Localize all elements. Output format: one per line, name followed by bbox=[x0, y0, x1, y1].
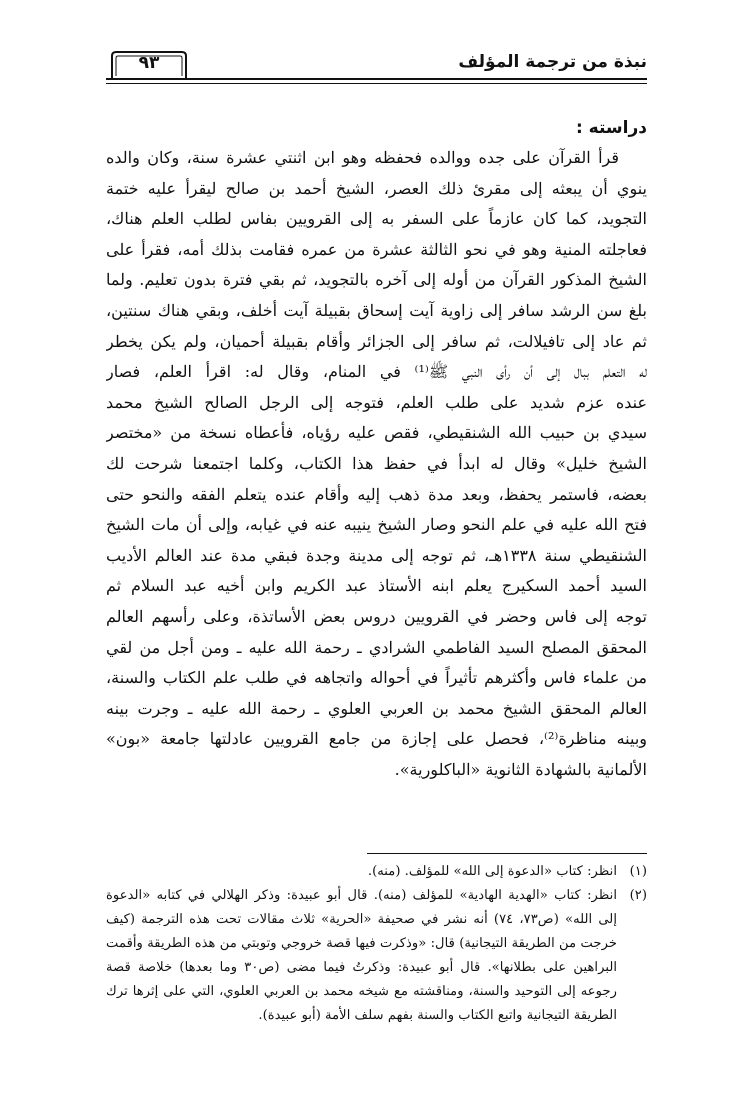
body-line: له التعلم ببال إلى أن رأى النبي ﷺ⁽¹⁾ في المنام، وقال له: اقرأ العلم، فصار bbox=[106, 362, 647, 382]
footnote-2 bbox=[106, 884, 647, 908]
body-line: سيدي بن حبيب الله الشنقيطي، فقص عليه رؤياه، فأعطاه نسخة من «مختصر bbox=[106, 423, 647, 443]
footnote-text: انظر: كتاب «الهدية الهادية» للمؤلف (منه). قال أبو عبيدة: وذكر الهلالي في كتابه «الدعوة bbox=[106, 888, 617, 903]
body-line: الألمانية بالشهادة الثانوية «الباكلورية». bbox=[394, 759, 647, 779]
header-rule bbox=[106, 78, 647, 80]
section-heading: دراسته : bbox=[575, 118, 647, 138]
footnote-2-line: رجوعه إلى التوحيد والسنة، ومناقشته مع شيخه محمد بن العربي العلوي، التي على إثرها ترك bbox=[106, 984, 617, 999]
footnote-2-line: إلى الله» (ص٧٣، ٧٤) أنه نشر في صحيفة «الحرية» ثلاث مقالات تحت هذه الترجمة (كيف bbox=[106, 912, 617, 927]
footnotes bbox=[106, 860, 647, 1028]
body-line: توجه إلى فاس وحضر في القرويين دروس بعض الأساتذة، وعلى رأسهم العالم bbox=[106, 606, 647, 626]
body-line: العالم المحقق الشيخ محمد بن العربي العلوي ـ رحمة الله عليه ـ وجرت بينه bbox=[106, 698, 647, 718]
footnote-2-line: البراهين على بطلانها». قال أبو عبيدة: وذكرتُ فيما مضى (ص٣٠ وما بعدها) خلاصة قصة bbox=[106, 960, 618, 975]
body-line: من علماء فاس وأكثرهم تأثيراً في أحواله واتجاهه في طلب علم الكتاب والسنة، bbox=[106, 668, 647, 688]
header-rule-thin bbox=[106, 83, 647, 84]
body-line: عنده عزم شديد على طلب العلم، فتوجه إلى الرجل الصالح الشيخ محمد bbox=[106, 392, 647, 412]
body-line: الشنقيطي سنة ١٣٣٨هـ، ثم توجه إلى مدينة وجدة فبقي مدة عند العالم الأديب bbox=[106, 545, 647, 565]
body-line: ثم عاد إلى تافيلالت، ثم سافر إلى الجزائر وأقام بقبيلة أحميان، ولم يكن يخطر bbox=[106, 331, 647, 351]
footnote-number: (٢) bbox=[629, 888, 647, 903]
body-line: الشيخ خليل» وقال له ابدأ في حفظ هذا الكتاب، وكلما اجتمعنا شرحت لك bbox=[106, 453, 647, 473]
footnote-number: (١) bbox=[629, 864, 647, 879]
footnote-1 bbox=[106, 860, 647, 884]
page-number: ٩٣ bbox=[138, 53, 160, 73]
footnote-2-line: خرجت من الطريقة التيجانية) قال: «وذكرت فيها قصة خروجي وتوبتي من هذه الطريقة وأقمت bbox=[106, 936, 617, 951]
footnote-separator bbox=[367, 853, 647, 854]
body-line: بلغ سن الرشد سافر إلى زاوية آيت إسحاق بقبيلة آيت أخلف، وبقي هناك سنتين، bbox=[106, 300, 647, 320]
body-line: الشيخ المذكور القرآن من أوله إلى آخره بالتجويد، ثم بقي فترة بدون تعليم. ولما bbox=[106, 270, 647, 290]
page-number-frame bbox=[108, 46, 190, 82]
body-line: وبينه مناظرة⁽²⁾، فحصل على إجازة من جامع القرويين عادلتها جامعة «بون» bbox=[106, 729, 647, 749]
body-line: فعاجلته المنية وهو في نحو الثالثة عشرة من عمره فقامت بذلك أمه، فقرأ على bbox=[106, 239, 647, 259]
body-line: قرأ القرآن على جده ووالده فحفظه وهو ابن اثنتي عشرة سنة، وكان والده bbox=[106, 148, 619, 167]
body-line: التجويد، كما كان عازماً على السفر به إلى القرويين بفاس لطلب العلم هناك، bbox=[106, 209, 647, 229]
body-line: ينوي أن يبعثه إلى مقرئ ذلك العصر، الشيخ أحمد بن صالح ليقرأ عليه ختمة bbox=[106, 178, 647, 198]
footnote-text: انظر: كتاب «الدعوة إلى الله» للمؤلف. (منه). bbox=[367, 864, 617, 879]
body-line: بعضه، فاستمر يحفظ، وبعد مدة ذهب إليه وأقام عنده يتعلم الفقه والنحو حتى bbox=[106, 484, 647, 504]
running-header-title: نبذة من ترجمة المؤلف bbox=[458, 52, 647, 72]
body-line: السيد أحمد السكيرج يعلم ابنه الأستاذ عبد الكريم وابن أخيه عبد السلام ثم bbox=[106, 576, 647, 596]
body-line: المحقق المصلح السيد الفاطمي الشرادي ـ رحمة الله عليه ـ ومن أجل من لقي bbox=[106, 637, 647, 657]
footnote-2-line: الطريقة التيجانية واتبع الكتاب والسنة بفهم سلف الأمة (أبو عبيدة). bbox=[258, 1008, 617, 1023]
body-paragraph bbox=[106, 143, 647, 785]
body-line: فتح الله عليه في علم النحو وصار الشيخ ينيبه عنه في غيابه، وإلى أن مات الشيخ bbox=[106, 515, 647, 535]
